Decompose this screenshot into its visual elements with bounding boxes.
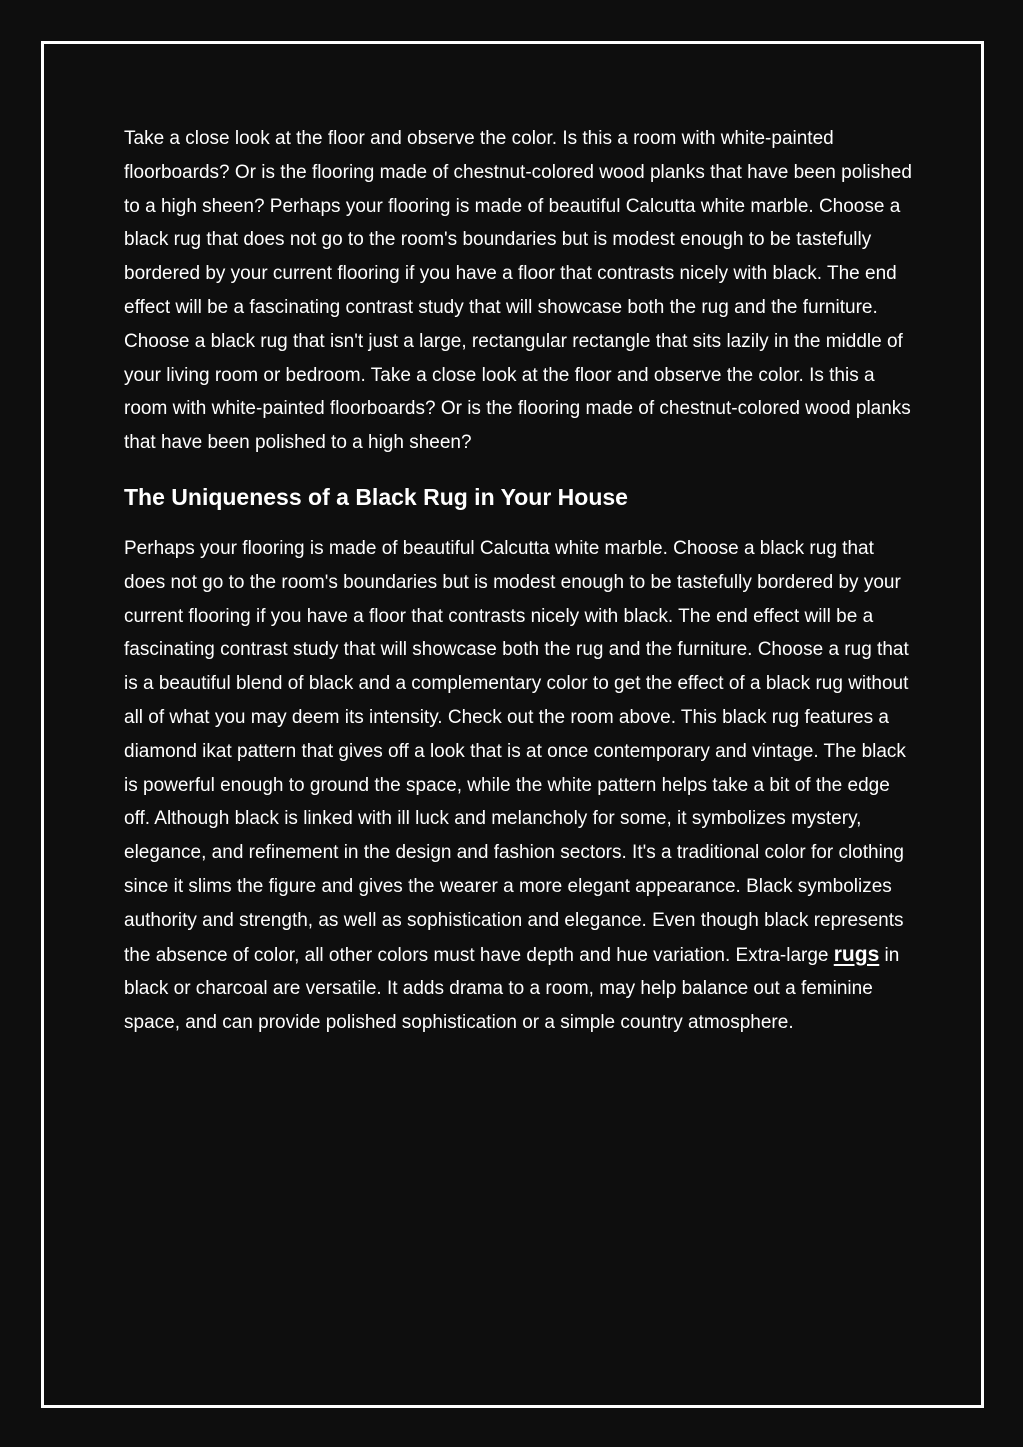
rugs-link[interactable]: rugs — [833, 942, 880, 966]
article-body — [124, 122, 914, 1040]
section-paragraph — [124, 532, 914, 1040]
section-paragraph-text-start: Perhaps your flooring is made of beautiful Calcutta white marble. Choose a black rug that does not go to the room's boundaries but is modest enough to be tastefully bordered by your current flooring if you have a floor that contrasts nicely with black. The end effect will be a fascinating contrast study that will showcase both the rug and the furniture. Choose a rug that is a beautiful blend of black and a complementary color to get the effect of a black rug without all of what you may deem its intensity. Check out the room above. This black rug features a diamond ikat pattern that gives off a look that is at once contemporary and vintage. The black is powerful enough to ground the space, while the white pattern helps take a bit of the edge off. Although black is linked with ill luck and melancholy for some, it symbolizes mystery, elegance, and refinement in the design and fashion sectors. It's a traditional color for clothing since it slims the figure and gives the wearer a more elegant appearance. Black symbolizes authority and strength, as well as sophistication and elegance. Even though black represents the absence of color, all other colors must have depth and hue variation. Extra-large — [124, 537, 909, 966]
intro-paragraph: Take a close look at the floor and observe the color. Is this a room with white-painted floorboards? Or is the flooring made of chestnut-colored wood planks that have been polished to a high sheen? Perhaps your flooring is made of beautiful Calcutta white marble. Choose a black rug that does not go to the room's boundaries but is modest enough to be tastefully bordered by your current flooring if you have a floor that contrasts nicely with black. The end effect will be a fascinating contrast study that will showcase both the rug and the furniture. Choose a black rug that isn't just a large, rectangular rectangle that sits lazily in the middle of your living room or bedroom. Take a close look at the floor and observe the color. Is this a room with white-painted floorboards? Or is the flooring made of chestnut-colored wood planks that have been polished to a high sheen? — [124, 128, 912, 454]
section-paragraph-text-end: in black or charcoal are versatile. It adds drama to a room, may help balance out a feminine space, and can provide polished sophistication or a simple country atmosphere. — [124, 944, 900, 1034]
section-heading: The Uniqueness of a Black Rug in Your House — [124, 483, 628, 510]
